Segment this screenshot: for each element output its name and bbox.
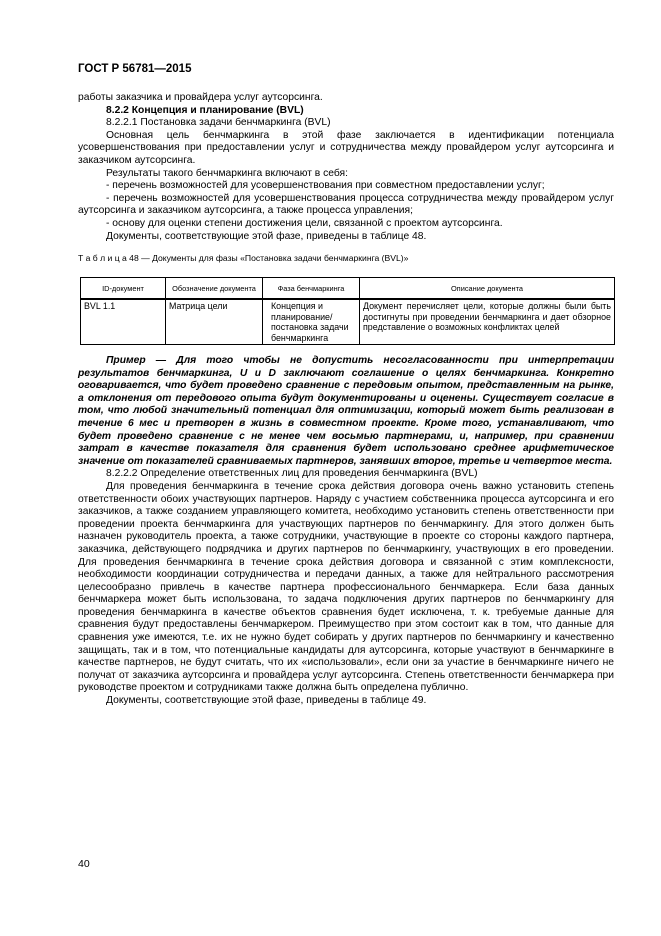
cell-description: Документ перечисляет цели, которые должны были быть достигнуты при проведении бенчмаркинга и дает обзорное представление о возможных конфликтах целей [360, 299, 615, 345]
section-heading: 8.2.2 Концепция и планирование (BVL) [106, 104, 304, 116]
header-phase: Фаза бенчмаркинга [263, 278, 360, 300]
page-number: 40 [78, 858, 90, 870]
docs-reference-2: Документы, соответствующие этой фазе, приведены в таблице 49. [106, 695, 427, 707]
subsection-heading: 8.2.2.1 Постановка задачи бенчмаркинга (BVL) [106, 117, 331, 129]
table-row [81, 299, 615, 345]
results-item: - основу для оценки степени достижения цели, связанной с проектом аутсорсинга. [106, 217, 503, 229]
results-intro: Результаты такого бенчмаркинга включают в себя: [106, 167, 348, 179]
header-id: ID-документ [81, 278, 166, 300]
example-and-section-block [78, 355, 614, 708]
documents-table [80, 277, 615, 345]
main-goal-paragraph: Основная цель бенчмаркинга в этой фазе заключается в идентификации потенциала усовершенствования при предоставлении услуг и сотрудничества между провайдером услуг аутсорсинга и заказчиком аутсорсинга. [78, 129, 614, 166]
subsection-heading-2: 8.2.2.2 Определение ответственных лиц для проведения бенчмаркинга (BVL) [106, 468, 478, 480]
docs-reference: Документы, соответствующие этой фазе, приведены в таблице 48. [106, 230, 427, 242]
table-caption: Т а б л и ц а 48 — Документы для фазы «Постановка задачи бенчмаркинга (BVL)» [78, 253, 409, 263]
responsibility-paragraph: Для проведения бенчмаркинга в течение срока действия договора очень важно установить степень ответственности обоих участвующих партнеров. Наряду с участием собственника процесса аутсорсинга и его заказчиков, а также созданием управляющего комитета, необходимо установить степень ответственности при проведении проекта бенчмаркинга для участвующих партнеров по бенчмаркингу. Для этого должен быть назначен руководитель проекта, а также сотрудники, участвующие в проекте со стороны каждого партнера, заказчика, действующего подрядчика и других партнеров по бенчмаркингу, участвующих в его проведении. Для проведения бенчмаркинга в течение срока действия договора и связанной с этим комплексности, необходимости координации сотрудничества и передачи данных, а также для нейтрального рассмотрения целесообразно привлечь в качестве партнера профессионального бенчмаркера. Если база данных бенчмаркера может быть использована, то задача подключения других партнеров по бенчмаркингу для проведения бенчмаркинга в качестве объектов сравнения будет исключена, т. к. требуемые данные для сравнения будут предоставлены бенчмаркером. Преимущество при этом состоит как в том, что данные для сравнения уже имеются, т.е. их не нужно будет собирать у других партнеров по бенчмаркингу и качественно защищать, так и в том, что потенциальные кандидаты для аутсорсинга, которые участвуют в бенчмаркинге в качестве партнеров, не будут считать, что их «использовали», если они за участие в бенчмаркинге ничего не получат от заказчика аутсорсинга и провайдера услуг аутсорсинга. Степень ответственности бенчмаркера при руководстве проектом и сотрудниками также должна быть определена публично. [78, 480, 614, 694]
cell-name: Матрица цели [166, 299, 263, 345]
results-item: - перечень возможностей для усовершенствования процесса сотрудничества между провайдером услуг аутсорсинга и заказчиком аутсорсинга, а также процесса управления; [78, 192, 614, 217]
example-paragraph: Пример — Для того чтобы не допустить несогласованности при интерпретации результатов бенчмаркинга, U и D заключают соглашение о целях бенчмаркинга. Конкретно оговаривается, что будет проведено сравнение с передовым опытом, представленным на рынке, а отклонения от передового опыта будут документированы и оценены. Существует согласие в том, что любой значительный потенциал для оптимизации, который может быть реализован в течение 6 мес и претворен в жизнь в совместном проекте. Кроме того, устанавливают, что будет проведено сравнение с не менее чем восьмью партнерами, и, например, при сравнении затрат в качестве показателя для сравнения будет использовано среднее арифметическое значение от показателей сравниваемых партнеров, занявших второе, третье и четвертое места. [78, 355, 614, 467]
header-description: Описание документа [360, 278, 615, 300]
standard-header: ГОСТ Р 56781—2015 [78, 63, 192, 75]
cell-phase: Концепция и планирование/ постановка задачи бенчмаркинга [263, 299, 360, 345]
results-item: - перечень возможностей для усовершенствования при совместном предоставлении услуг; [106, 180, 545, 192]
continuation-line: работы заказчика и провайдера услуг аутсорсинга. [78, 92, 323, 103]
header-name: Обозначение документа [166, 278, 263, 300]
table-header-row [81, 278, 615, 300]
intro-block [78, 92, 614, 243]
cell-id: BVL 1.1 [81, 299, 166, 345]
